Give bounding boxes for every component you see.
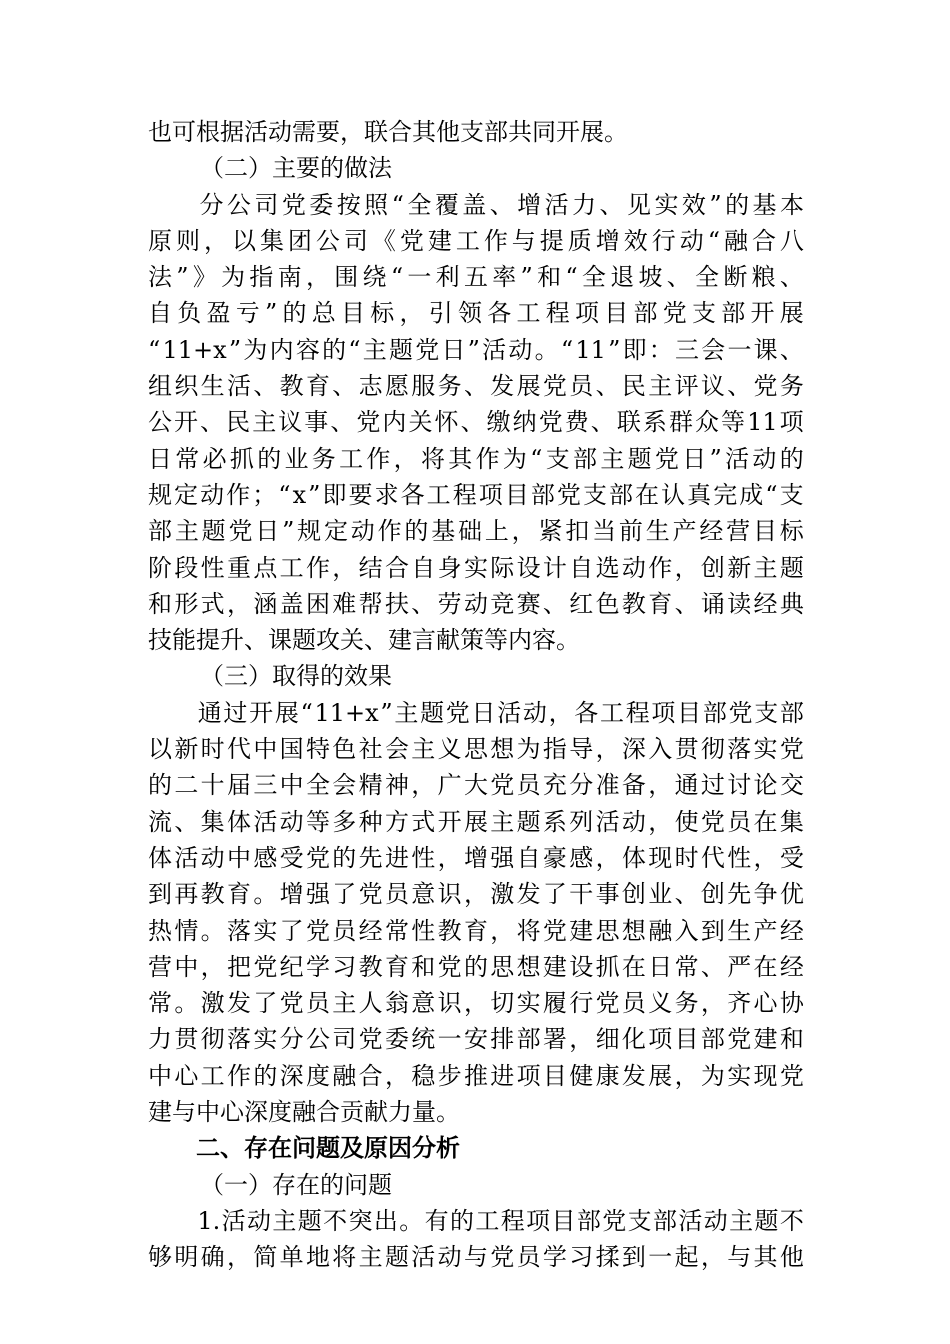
paragraph-line: 营 中 ， 把 党 纪 学 习 教 育 和 党 的 思 想 建 设 抓 在 日 常 、 严 在 经 [148,952,804,981]
subsection-heading: （三）取得的效果 [200,662,392,691]
paragraph-line: 力 贯 彻 落 实 分 公 司 党 委 统 一 安 排 部 署 ， 细 化 项 目 部 党 建 和 [148,1025,804,1054]
paragraph-line: 组 织 生 活 、 教 育 、 志 愿 服 务 、 发 展 党 员 、 民 主 评 议 、 党 务 [148,372,804,401]
paragraph-line: 建与中心深度融合贡献力量。 [148,1098,460,1127]
paragraph-line: 中 心 工 作 的 深 度 融 合 ， 稳 步 推 进 项 目 健 康 发 展 ， 为 实 现 党 [148,1061,804,1090]
paragraph-line: 常 。 激 发 了 党 员 主 人 翁 意 识 ， 切 实 履 行 党 员 义 务 ， 齐 心 协 [148,989,804,1018]
paragraph-line: 也可根据活动需要，联合其他支部共同开展。 [148,118,628,146]
paragraph-line: 规 定 动 作 ； “ x ” 即 要 求 各 工 程 项 目 部 党 支 部 在 认 真 完 成 “ 支 [148,480,804,509]
paragraph-line: 公 开 、 民 主 议 事 、 党 内 关 怀 、 缴 纳 党 费 、 联 系 群 众 等 11 项 [148,408,804,437]
paragraph-line: 原 则 ， 以 集 团 公 司 《 党 建 工 作 与 提 质 增 效 行 动 “ 融 合 八 [148,226,804,255]
paragraph-line: 的 二 十 届 三 中 全 会 精 神 ， 广 大 党 员 充 分 准 备 ， 通 过 讨 论 交 [148,771,804,800]
paragraph-line: 通 过 开 展 “ 11+x ” 主 题 党 日 活 动 ， 各 工 程 项 目 部 党 支 部 [197,698,804,727]
paragraph-line: 够 明 确 ， 简 单 地 将 主 题 活 动 与 党 员 学 习 揉 到 一 起 ， 与 其 他 [148,1243,804,1272]
paragraph-line: 日 常 必 抓 的 业 务 工 作 ， 将 其 作 为 “ 支 部 主 题 党 日 ” 活 动 的 [148,444,804,473]
paragraph-line: 法 ” 》 为 指 南 ， 围 绕 “ 一 利 五 率 ” 和 “ 全 退 坡 、 全 断 粮 、 [148,263,804,292]
subsection-heading: （一）存在的问题 [200,1170,392,1199]
paragraph-line: 以 新 时 代 中 国 特 色 社 会 主 义 思 想 为 指 导 ， 深 入 贯 彻 落 实 党 [148,735,804,764]
subsection-heading: （二）主要的做法 [200,154,392,183]
document-body [148,114,804,1276]
paragraph-line: 1. 活 动 主 题 不 突 出 。 有 的 工 程 项 目 部 党 支 部 活 动 主 题 不 [197,1206,804,1235]
paragraph-line: 分 公 司 党 委 按 照 “ 全 覆 盖 、 增 活 力 、 见 实 效 ” 的 基 本 [199,190,804,219]
section-heading: 二、存在问题及原因分析 [196,1134,460,1163]
paragraph-line: 阶 段 性 重 点 工 作 ， 结 合 自 身 实 际 设 计 自 选 动 作 ， 创 新 主 题 [148,553,804,582]
paragraph-line: “ 11+x ” 为 内 容 的 “ 主 题 党 日 ” 活 动 。 “ 11 ” 即 ： 三 会 一 课 、 [148,335,804,364]
paragraph-line: 技能提升、课题攻关、建言献策等内容。 [148,626,580,655]
paragraph-line: 到 再 教 育 。 增 强 了 党 员 意 识 ， 激 发 了 干 事 创 业 、 创 先 争 优 [148,880,804,909]
paragraph-line: 流 、 集 体 活 动 等 多 种 方 式 开 展 主 题 系 列 活 动 ， 使 党 员 在 集 [148,807,804,836]
paragraph-line: 热 情 。 落 实 了 党 员 经 常 性 教 育 ， 将 党 建 思 想 融 入 到 生 产 经 [148,916,804,945]
paragraph-line: 体 活 动 中 感 受 党 的 先 进 性 ， 增 强 自 豪 感 ， 体 现 时 代 性 ， 受 [148,843,804,872]
paragraph-line: 自 负 盈 亏 ” 的 总 目 标 ， 引 领 各 工 程 项 目 部 党 支 部 开 展 [148,299,804,328]
paragraph-line: 和 形 式 ， 涵 盖 困 难 帮 扶 、 劳 动 竞 赛 、 红 色 教 育 、 诵 读 经 典 [148,589,804,618]
paragraph-line: 部 主 题 党 日 ” 规 定 动 作 的 基 础 上 ， 紧 扣 当 前 生 产 经 营 目 标 [148,517,804,546]
